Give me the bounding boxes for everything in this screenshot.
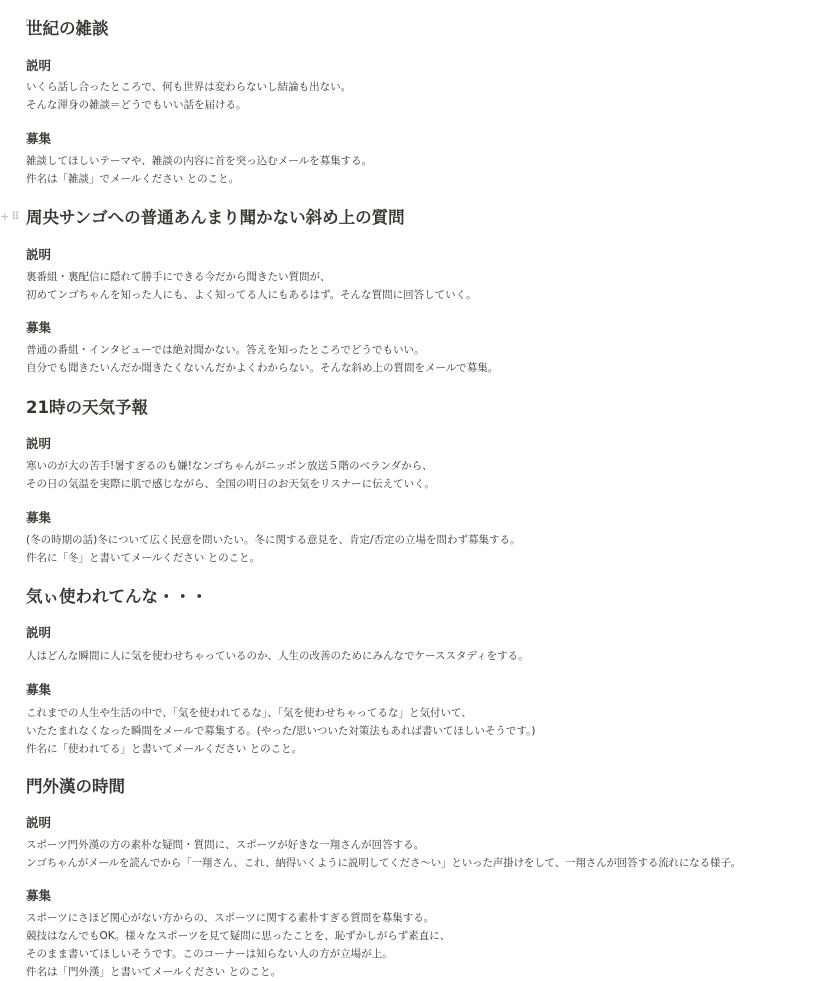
recruit-text [26, 909, 450, 981]
section-sekai-no-zatsudan [26, 18, 109, 40]
text-line[interactable]: 件名に「使われてる」と書いてメールください とのこと。 [26, 743, 303, 755]
text-line[interactable]: 雑談してほしいテーマや、雑談の内容に首を突っ込むメールを募集する。 [26, 155, 373, 167]
recruit-text [26, 341, 498, 377]
recruit-block [26, 509, 51, 527]
explain-block [26, 814, 51, 832]
section-title[interactable]: 世紀の雑談 [26, 19, 109, 38]
drag-grip-icon[interactable]: ⠿ [11, 210, 19, 223]
explain-block [26, 246, 51, 264]
recruit-block [26, 887, 51, 905]
text-line[interactable]: 人はどんな瞬間に人に気を使わせちゃっているのか、人生の改善のためにみんなでケーススタディをする。 [26, 650, 529, 662]
section-ki-tsukawareten [26, 586, 208, 608]
recruit-block [26, 681, 51, 699]
section-mongaikan [26, 776, 125, 798]
section-title[interactable]: 気ぃ使われてんな・・・ [26, 587, 208, 606]
add-block-icon[interactable]: + [0, 210, 9, 223]
text-line[interactable]: 初めてンゴちゃんを知った人にも、よく知ってる人にもあるはず。そんな質問に回答していく。 [26, 289, 477, 301]
explain-heading[interactable]: 説明 [26, 815, 52, 830]
text-line[interactable]: ンゴちゃんがメールを読んでから「一翔さん、これ、納得いくように説明してくださ〜い」といった声掛けをして、一翔さんが回答する流れになる様子。 [26, 857, 741, 869]
text-line[interactable]: スポーツにさほど関心がない方からの、スポーツに関する素朴すぎる質問を募集する。 [26, 912, 435, 924]
explain-heading[interactable]: 説明 [26, 247, 52, 262]
text-line[interactable]: その日の気温を実際に肌で感じながら、全国の明日のお天気をリスナーに伝えていく。 [26, 478, 435, 490]
recruit-heading[interactable]: 募集 [26, 682, 52, 697]
text-line[interactable]: 件名は「門外漢」と書いてメールください とのこと。 [26, 966, 282, 978]
section-weather-forecast [26, 397, 148, 419]
text-line[interactable]: スポーツ門外漢の方の素朴な疑問・質問に、スポーツが好きな一翔さんが回答する。 [26, 839, 425, 851]
text-line[interactable]: そのまま書いてほしいそうです。このコーナーは知らない人の方が立場が上。 [26, 948, 393, 960]
explain-text [26, 78, 351, 114]
text-line[interactable]: いくら話し合ったところで、何も世界は変わらないし結論も出ない。 [26, 81, 352, 93]
explain-block [26, 624, 51, 642]
text-line[interactable]: 裏番組・裏配信に隠れて勝手にできる今だから聞きたい質問が、 [26, 271, 331, 283]
recruit-text [26, 531, 521, 567]
text-line[interactable]: そんな渾身の雑談＝どうでもいい話を届ける。 [26, 99, 247, 111]
text-line[interactable]: 普通の番組・インタビューでは絶対聞かない。答えを知ったところでどうでもいい。 [26, 344, 425, 356]
section-title[interactable]: 21時の天気予報 [26, 398, 148, 417]
recruit-text [26, 704, 535, 758]
text-line[interactable]: これまでの人生や生活の中で、「気を使われてるな」、「気を使わせちゃってるな」と気付いて、 [26, 707, 472, 719]
recruit-heading[interactable]: 募集 [26, 320, 52, 335]
recruit-heading[interactable]: 募集 [26, 131, 52, 146]
recruit-text [26, 152, 372, 188]
explain-text [26, 268, 476, 304]
recruit-block [26, 319, 51, 337]
explain-text [26, 457, 435, 493]
recruit-block [26, 130, 51, 148]
explain-text [26, 647, 529, 665]
section-title[interactable]: 門外漢の時間 [26, 777, 125, 796]
text-line[interactable]: いたたまれなくなった瞬間をメールで募集する。(やった/思いついた対策法もあれば書いてほしいそうです。) [26, 725, 536, 737]
text-line[interactable]: (冬の時期の話)冬について広く民意を問いたい。冬に関する意見を、肯定/否定の立場を問わず募集する。 [26, 534, 521, 546]
section-title-text: 周央サンゴへの普通あんまり聞かない斜め上の質問 [26, 208, 405, 227]
block-drag-handle[interactable] [0, 210, 19, 224]
text-line[interactable]: 件名は「雑談」でメールください とのこと。 [26, 173, 240, 185]
explain-block [26, 435, 51, 453]
explain-heading[interactable]: 説明 [26, 58, 52, 73]
explain-heading[interactable]: 説明 [26, 436, 52, 451]
explain-block [26, 57, 51, 75]
text-line[interactable]: 件名に「冬」と書いてメールください とのこと。 [26, 552, 261, 564]
explain-heading[interactable]: 説明 [26, 625, 52, 640]
text-line[interactable]: 競技はなんでもOK。様々なスポーツを見て疑問に思ったことを、恥ずかしがらず素直に、 [26, 930, 451, 942]
text-line[interactable]: 寒いのが大の苦手!暑すぎるのも嫌!なンゴちゃんがニッポン放送５階のベランダから、 [26, 460, 433, 472]
section-title[interactable] [0, 207, 405, 229]
explain-text [26, 836, 741, 872]
recruit-heading[interactable]: 募集 [26, 888, 52, 903]
recruit-heading[interactable]: 募集 [26, 510, 52, 525]
section-sango-question [0, 207, 405, 229]
text-line[interactable]: 自分でも聞きたいんだか聞きたくないんだかよくわからない。そんな斜め上の質問をメールで募集。 [26, 362, 499, 374]
